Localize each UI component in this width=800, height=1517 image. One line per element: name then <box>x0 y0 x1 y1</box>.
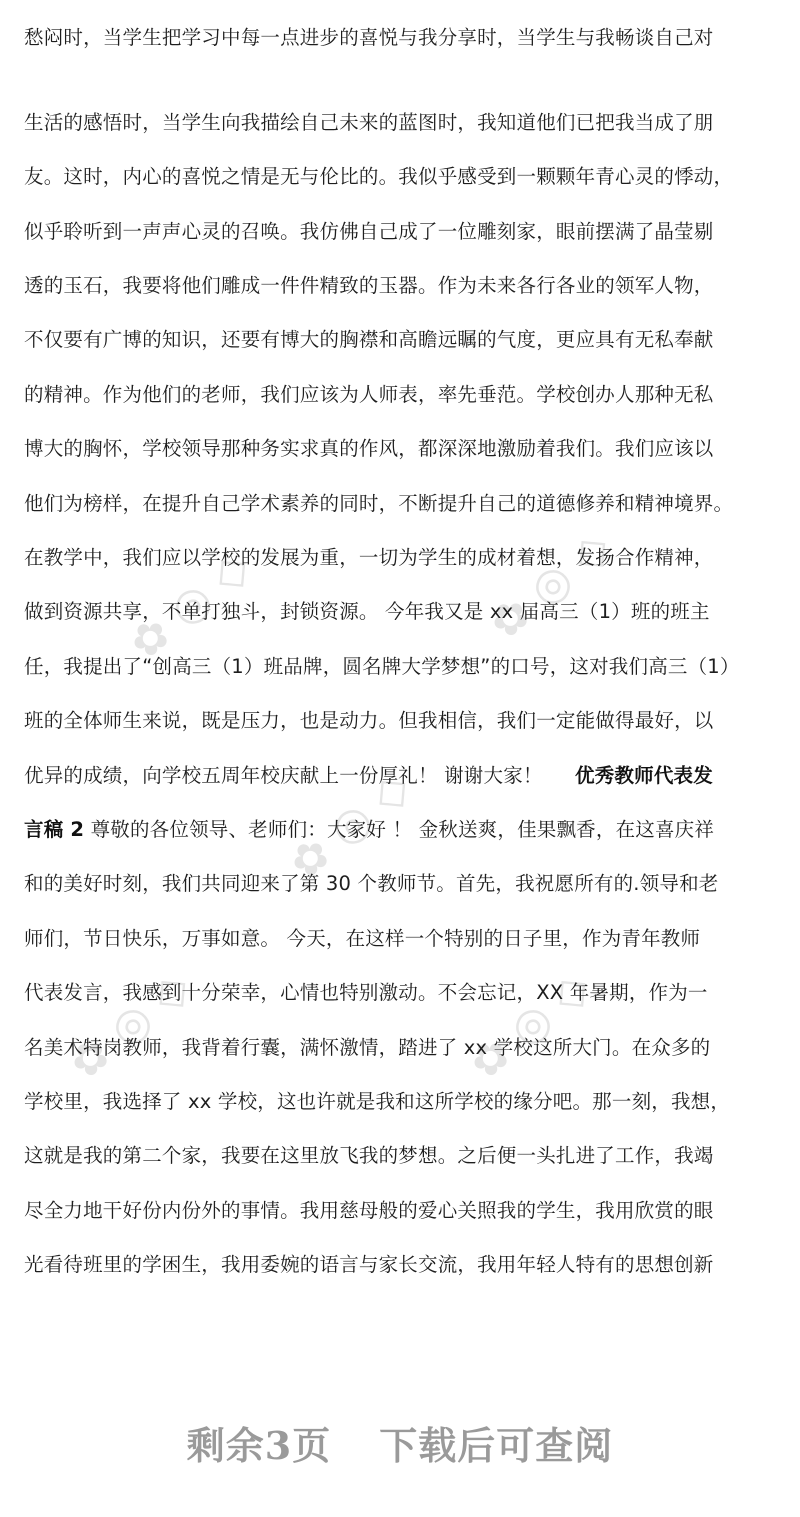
text-line: 做到资源共享，不单打独斗，封锁资源。 今年我又是 xx 届高三（1）班的班主 <box>24 600 710 623</box>
text-line: 这就是我的第二个家，我要在这里放飞我的梦想。之后便一头扎进了工作，我竭 <box>24 1144 714 1167</box>
text-line: 的精神。作为他们的老师，我们应该为人师表，率先垂范。学校创办人那种无私 <box>24 383 714 406</box>
text-line: 尽全力地干好份内份外的事情。我用慈母般的爱心关照我的学生，我用欣赏的眼 <box>24 1199 714 1222</box>
text-line: 愁闷时，当学生把学习中每一点进步的喜悦与我分享时，当学生与我畅谈自己对 <box>24 26 714 49</box>
text-line: 名美术特岗教师，我背着行囊，满怀激情，踏进了 xx 学校这所大门。在众多的 <box>24 1036 711 1059</box>
text-line: 师们，节日快乐，万事如意。 今天，在这样一个特别的日子里，作为青年教师 <box>24 927 701 950</box>
text-line: 代表发言，我感到十分荣幸，心情也特别激动。不会忘记，XX 年暑期，作为一 <box>24 981 708 1004</box>
text-line: 班的全体师生来说，既是压力，也是动力。但我相信，我们一定能做得最好，以 <box>24 709 714 732</box>
text-line: 友。这时，内心的喜悦之情是无与伦比的。我似乎感受到一颗颗年青心灵的悸动， <box>24 165 734 188</box>
text-line: 透的玉石，我要将他们雕成一件件精致的玉器。作为未来各行各业的领军人物， <box>24 274 714 297</box>
section-heading: 优秀教师代表发 <box>575 764 713 787</box>
watermark: ✿ ◎ ◇ <box>459 961 600 1090</box>
text-segment: 优异的成绩，向学校五周年校庆献上一份厚礼！ 谢谢大家！ <box>24 764 543 787</box>
text-line <box>24 762 784 790</box>
text-line: 和的美好时刻，我们共同迎来了第 30 个教师节。首先，我祝愿所有的.领导和老 <box>24 872 719 895</box>
text-line <box>24 816 784 844</box>
download-more-banner[interactable] <box>0 1412 800 1472</box>
watermark: ✿ ◎ ◇ <box>479 521 620 650</box>
section-heading: 言稿 2 <box>24 818 85 841</box>
text-line: 任，我提出了“创高三（1）班品牌，圆名牌大学梦想”的口号，这对我们高三（1） <box>24 655 740 678</box>
text-segment: 尊敬的各位领导、老师们：大家好 ！ 金秋送爽，佳果飘香，在这喜庆祥 <box>84 818 715 841</box>
text-line: 似乎聆听到一声声心灵的召唤。我仿佛自己成了一位雕刻家，眼前摆满了晶莹剔 <box>24 220 714 243</box>
text-line: 在教学中，我们应以学校的发展为重，一切为学生的成材着想，发扬合作精神， <box>24 546 714 569</box>
text-line: 学校里，我选择了 xx 学校，这也许就是我和这所学校的缘分吧。那一刻，我想， <box>24 1090 731 1113</box>
download-hint-label[interactable]: 下载后可查阅 <box>379 1422 614 1468</box>
watermark: ✿ ◎ ◇ <box>119 541 260 670</box>
remaining-pages-label[interactable]: 剩余3页 <box>186 1422 332 1468</box>
text-line: 博大的胸怀，学校领导那种务实求真的作风，都深深地激励着我们。我们应该以 <box>24 437 714 460</box>
watermark: ✿ ◎ ◇ <box>59 961 200 1090</box>
text-line: 光看待班里的学困生，我用委婉的语言与家长交流，我用年轻人特有的思想创新 <box>24 1253 714 1276</box>
watermark: ✿ ◎ ◇ <box>279 761 420 890</box>
text-line: 不仅要有广博的知识，还要有博大的胸襟和高瞻远瞩的气度，更应具有无私奉献 <box>24 328 714 351</box>
text-line: 生活的感悟时，当学生向我描绘自己未来的蓝图时，我知道他们已把我当成了朋 <box>24 111 714 134</box>
text-line: 他们为榜样，在提升自己学术素养的同时，不断提升自己的道德修养和精神境界。 <box>24 492 734 515</box>
